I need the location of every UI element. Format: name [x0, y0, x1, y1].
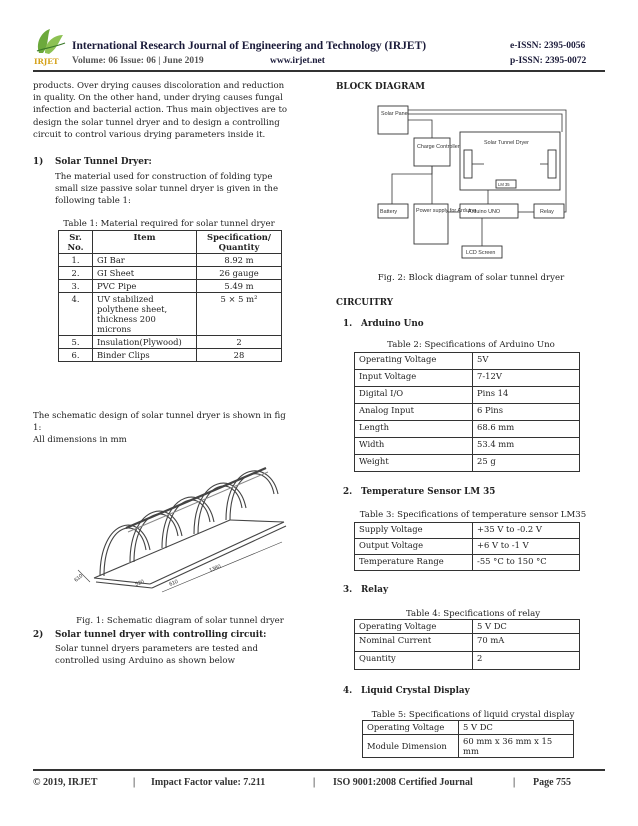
footer-separator: | — [133, 777, 136, 788]
table-row — [59, 349, 282, 362]
table-cell: 25 g — [473, 455, 580, 472]
header-divider — [33, 70, 605, 72]
e-issn: e-ISSN: 2395-0056 — [510, 41, 586, 51]
footer-page-number: Page 755 — [533, 777, 572, 788]
text-line: following table 1: — [55, 196, 131, 207]
table-row — [59, 293, 282, 336]
table-cell: 7-12V — [473, 370, 580, 387]
table-cell: 60 mm x 36 mm x 15 mm — [459, 735, 574, 758]
diagram-label: LCD Screen — [466, 250, 496, 256]
diagram-label: Charge Controller — [417, 144, 460, 150]
text-line: small size passive solar tunnel dryer is given in the — [55, 184, 279, 195]
table-row — [59, 336, 282, 349]
table-1-materials — [58, 230, 282, 362]
table-cell: Input Voltage — [355, 370, 473, 387]
table-2-arduino — [354, 352, 580, 472]
section-1-title: Solar Tunnel Dryer: — [55, 157, 152, 167]
section-2-title: Solar tunnel dryer with controlling circuit: — [55, 630, 267, 640]
logo-text: IRJET — [34, 57, 59, 66]
circuit-3-title: Relay — [361, 585, 389, 595]
svg-text:1380: 1380 — [208, 563, 222, 574]
tunnel-dryer-schematic — [70, 458, 290, 598]
table-cell: 53.4 mm — [473, 438, 580, 455]
table-cell: Length — [355, 421, 473, 438]
table-row — [59, 254, 282, 267]
table-cell: 5 V DC — [473, 620, 580, 634]
table-cell: Quantity — [355, 652, 473, 670]
table-cell: Output Voltage — [355, 539, 473, 555]
table-cell: 5 V DC — [459, 721, 574, 735]
table-cell: 70 mA — [473, 634, 580, 652]
table-cell: 28 — [197, 349, 282, 362]
table-3-lm35 — [354, 522, 580, 571]
table-cell: Operating Voltage — [355, 353, 473, 370]
diagram-label: Solar Tunnel Dryer — [484, 140, 529, 146]
table-row — [355, 455, 580, 472]
sensor-block — [548, 150, 556, 178]
footer-separator: | — [313, 777, 316, 788]
figure-2-caption: Fig. 2: Block diagram of solar tunnel dryer — [377, 273, 565, 283]
table-cell: 2 — [473, 652, 580, 670]
table-row — [355, 523, 580, 539]
text-line: 1: — [33, 423, 42, 434]
table-cell: -55 °C to 150 °C — [473, 555, 580, 571]
table-cell: Analog Input — [355, 404, 473, 421]
schematic-paragraph — [33, 410, 303, 447]
text-line: in quality. On the other hand, under drying causes fungal — [33, 93, 283, 104]
text-line: infection and bacterial action. Thus main objectives are to — [33, 105, 288, 116]
block-diagram — [372, 104, 568, 260]
circuitry-heading: CIRCUITRY — [336, 298, 394, 308]
table-cell: 2. — [59, 267, 93, 280]
circuit-1-number: 1. — [343, 319, 353, 329]
table-row — [355, 555, 580, 571]
svg-text:610: 610 — [73, 573, 85, 584]
table-cell: 5V — [473, 353, 580, 370]
table-cell: 2 — [197, 336, 282, 349]
table-cell: +35 V to -0.2 V — [473, 523, 580, 539]
table-cell: GI Sheet — [93, 267, 197, 280]
table-cell: Operating Voltage — [363, 721, 459, 735]
text-line: The material used for construction of folding type — [55, 172, 273, 182]
intro-paragraph — [33, 80, 303, 141]
table-cell: Module Dimension — [363, 735, 459, 758]
table-row — [355, 353, 580, 370]
table-row — [363, 735, 574, 758]
table-cell: 1. — [59, 254, 93, 267]
journal-title: International Research Journal of Engineering and Technology (IRJET) — [72, 40, 427, 52]
table-row — [355, 620, 580, 634]
column-header: Sr. No. — [59, 231, 93, 254]
table-cell: 5.49 m — [197, 280, 282, 293]
footer-impact-factor: Impact Factor value: 7.211 — [151, 777, 266, 788]
table-1-caption: Table 1: Material required for solar tunnel dryer — [63, 219, 275, 229]
table-2-caption: Table 2: Specifications of Arduino Uno — [387, 340, 555, 350]
table-row — [59, 267, 282, 280]
table-cell: 5. — [59, 336, 93, 349]
text-line: circuit to control various drying parameters inside it. — [33, 129, 266, 140]
table-row — [355, 652, 580, 670]
section-2-number: 2) — [33, 630, 44, 640]
table-4-caption: Table 4: Specifications of relay — [405, 609, 541, 619]
table-5-caption: Table 5: Specifications of liquid crystal display — [371, 710, 575, 720]
diagram-label: LM 35 — [498, 182, 510, 187]
circuit-4-title: Liquid Crystal Display — [361, 686, 470, 696]
table-cell: Insulation(Plywood) — [93, 336, 197, 349]
footer-separator: | — [513, 777, 516, 788]
footer-divider — [33, 769, 605, 771]
circuit-1-title: Arduino Uno — [361, 319, 424, 329]
table-row — [355, 438, 580, 455]
circuit-4-number: 4. — [343, 686, 353, 696]
journal-website-link[interactable]: www.irjet.net — [270, 56, 325, 66]
table-cell: UV stabilized polythene sheet, thickness 200 microns — [93, 293, 197, 336]
volume-line: Volume: 06 Issue: 06 | June 2019 — [72, 56, 204, 66]
svg-text:610: 610 — [168, 578, 180, 588]
table-3-caption: Table 3: Specifications of temperature sensor LM35 — [359, 510, 587, 520]
table-cell: Weight — [355, 455, 473, 472]
table-cell: Operating Voltage — [355, 620, 473, 634]
table-cell: Pins 14 — [473, 387, 580, 404]
table-row — [355, 539, 580, 555]
diagram-label: Battery — [380, 209, 398, 215]
table-cell: +6 V to -1 V — [473, 539, 580, 555]
section-1-number: 1) — [33, 157, 44, 167]
table-cell: 3. — [59, 280, 93, 293]
column-header: Specification/ Quantity — [197, 231, 282, 254]
table-cell: PVC Pipe — [93, 280, 197, 293]
section-2-text — [55, 643, 303, 667]
table-cell: Supply Voltage — [355, 523, 473, 539]
section-1-text — [55, 171, 303, 208]
diagram-label: Relay — [540, 209, 554, 215]
table-cell: Width — [355, 438, 473, 455]
table-row — [355, 634, 580, 652]
table-5-lcd — [362, 720, 574, 758]
footer-copyright: © 2019, IRJET — [33, 777, 98, 788]
block-diagram-heading: BLOCK DIAGRAM — [336, 82, 425, 92]
table-cell: 26 gauge — [197, 267, 282, 280]
table-cell: 4. — [59, 293, 93, 336]
table-cell: 68.6 mm — [473, 421, 580, 438]
text-line: products. Over drying causes discoloration and reduction — [33, 81, 285, 91]
circuit-2-title: Temperature Sensor LM 35 — [361, 487, 496, 497]
text-line: The schematic design of solar tunnel dryer is shown in fig — [33, 411, 286, 421]
svg-text:520: 520 — [134, 578, 146, 588]
diagram-label: Power supply for Arduino — [416, 208, 476, 214]
table-4-relay — [354, 619, 580, 670]
table-cell: 8.92 m — [197, 254, 282, 267]
table-cell: 6 Pins — [473, 404, 580, 421]
table-cell: Digital I/O — [355, 387, 473, 404]
text-line: controlled using Arduino as shown below — [55, 656, 235, 667]
text-line: Solar tunnel dryers parameters are tested and — [55, 644, 259, 654]
p-issn: p-ISSN: 2395-0072 — [510, 56, 587, 66]
diagram-label: Arduino UNO — [468, 209, 501, 215]
column-header: Item — [93, 231, 197, 254]
table-cell: GI Bar — [93, 254, 197, 267]
table-row — [355, 370, 580, 387]
table-row — [355, 404, 580, 421]
charge-controller-block — [414, 138, 450, 166]
text-line: design the solar tunnel dryer and to design a controlling — [33, 117, 280, 128]
diagram-label: Solar Panel — [381, 111, 409, 117]
figure-1-caption: Fig. 1: Schematic diagram of solar tunnel dryer — [76, 616, 284, 626]
circuit-3-number: 3. — [343, 585, 353, 595]
table-row — [59, 280, 282, 293]
table-row — [355, 421, 580, 438]
text-line: All dimensions in mm — [33, 435, 127, 446]
sensor-block — [464, 150, 472, 178]
table-cell: Temperature Range — [355, 555, 473, 571]
circuit-2-number: 2. — [343, 487, 353, 497]
table-row — [363, 721, 574, 735]
table-cell: Binder Clips — [93, 349, 197, 362]
table-row — [355, 387, 580, 404]
table-cell: 6. — [59, 349, 93, 362]
table-cell: Nominal Current — [355, 634, 473, 652]
table-header-row — [59, 231, 282, 254]
leaf-logo-icon — [33, 27, 67, 67]
journal-logo — [33, 27, 67, 67]
table-cell: 5 × 5 m² — [197, 293, 282, 336]
footer-iso: ISO 9001:2008 Certified Journal — [333, 777, 473, 788]
